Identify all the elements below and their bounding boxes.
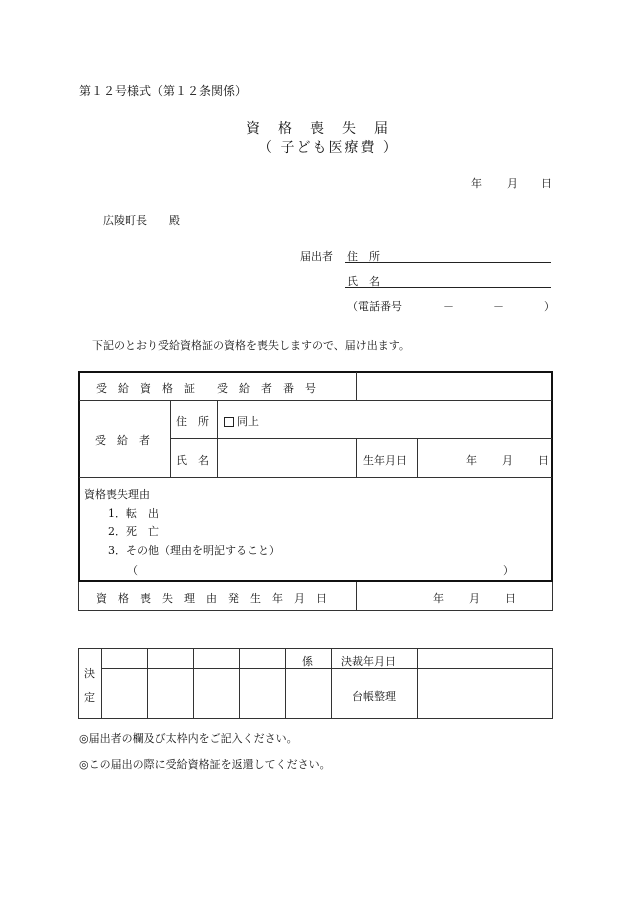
- recipient-address-label: 住 所: [176, 415, 209, 428]
- form-subtitle: （ 子ども医療費 ）: [258, 140, 399, 156]
- ledger-label: 台帳整理: [352, 690, 396, 703]
- decision-date-label: 決裁年月日: [341, 655, 396, 668]
- checkbox-icon[interactable]: [224, 417, 234, 427]
- note-1: ◎届出者の欄及び太枠内をご記入ください。: [79, 732, 298, 745]
- recipient-label: 受 給 者: [95, 434, 150, 447]
- applicant-label: 届出者: [300, 250, 333, 263]
- recipient-name-field[interactable]: [224, 444, 350, 470]
- reason-heading: 資格喪失理由: [84, 488, 150, 501]
- reason-other-field[interactable]: [140, 560, 498, 576]
- reason-option-2[interactable]: 2．死 亡: [108, 525, 159, 538]
- occurrence-month-label: 月: [469, 592, 480, 605]
- applicant-address-line[interactable]: [345, 262, 551, 263]
- cert-number-label: 受 給 資 格 証 受 給 者 番 号: [96, 382, 316, 395]
- applicant-phone-label: （電話番号: [347, 300, 402, 313]
- same-as-above-option[interactable]: [224, 413, 259, 429]
- birth-month-label: 月: [502, 454, 513, 467]
- birth-year-label: 年: [466, 454, 477, 467]
- birthdate-label: 生年月日: [363, 454, 407, 467]
- reason-paren-close: ）: [503, 564, 514, 577]
- form-number: 第１２号様式（第１２条関係）: [79, 84, 248, 98]
- recipient-name-label: 氏 名: [176, 454, 209, 467]
- same-as-above-text: 同上: [237, 415, 259, 428]
- statement: 下記のとおり受給資格証の資格を喪失しますので、届け出ます。: [92, 339, 410, 352]
- birth-day-label: 日: [538, 454, 549, 467]
- office-use-table: [78, 648, 553, 719]
- applicant-name-label: 氏 名: [347, 275, 380, 288]
- reason-option-1[interactable]: 1．転 出: [108, 507, 159, 520]
- form-title: 資 格 喪 失 届: [246, 121, 390, 137]
- decision-label-1: 決: [84, 667, 95, 680]
- addressee: 広陵町長 殿: [103, 214, 180, 227]
- date-year-label: 年: [471, 177, 482, 190]
- phone-close-paren: ）: [544, 300, 555, 313]
- date-day-label: 日: [541, 177, 552, 190]
- cert-number-field[interactable]: [364, 376, 544, 396]
- note-2: ◎この届出の際に受給資格証を返還してください。: [79, 758, 331, 771]
- phone-dash-2: －: [493, 300, 504, 313]
- date-month-label: 月: [507, 177, 518, 190]
- decision-label-2: 定: [84, 691, 95, 704]
- occurrence-date-label: 資 格 喪 失 理 由 発 生 年 月 日: [96, 592, 327, 605]
- applicant-address-label: 住 所: [347, 250, 380, 263]
- occurrence-year-label: 年: [433, 592, 444, 605]
- kakari-label: 係: [302, 655, 313, 668]
- reason-paren-open: （: [127, 564, 138, 577]
- applicant-name-line[interactable]: [345, 287, 551, 288]
- reason-option-3[interactable]: 3．その他（理由を明記すること）: [108, 544, 280, 557]
- occurrence-day-label: 日: [505, 592, 516, 605]
- phone-dash-1: －: [443, 300, 454, 313]
